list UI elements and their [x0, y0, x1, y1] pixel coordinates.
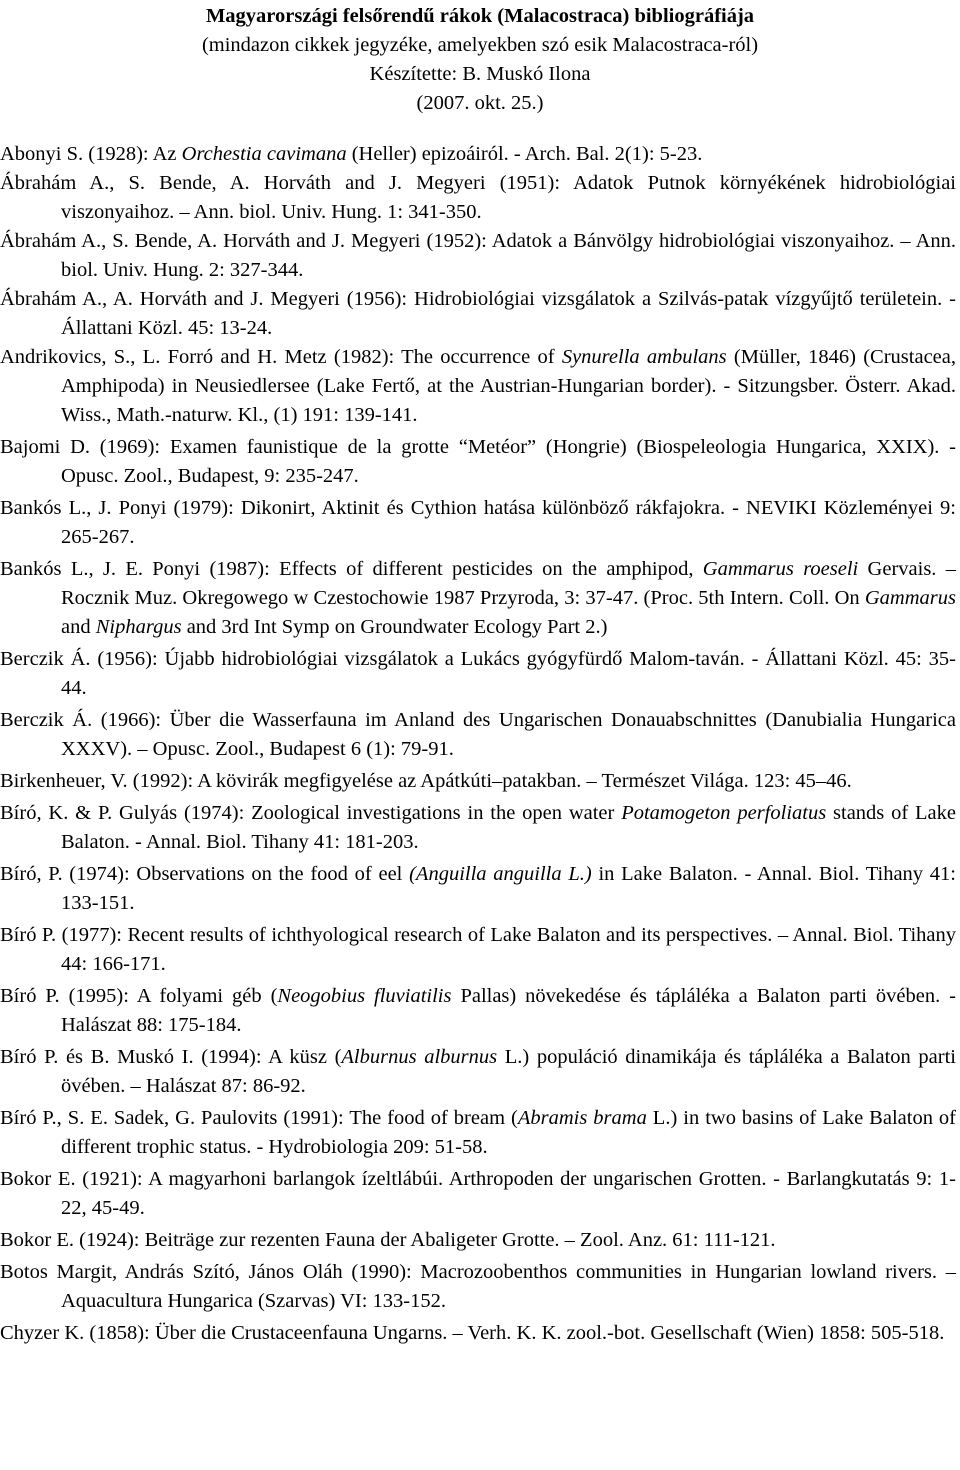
reference-entry: [0, 1104, 956, 1162]
reference-text: Bokor E. (1924): Beiträge zur rezenten Fauna der Abaligeter Grotte. – Zool. Anz. 61: 111-121.: [0, 1229, 776, 1251]
reference-entry: [0, 169, 956, 227]
reference-text: Bankós L., J. Ponyi (1979): Dikonirt, Aktinit és Cythion hatása különböző rákfajokra. - NEVIKI Közleményei 9: 265-267.: [0, 497, 956, 548]
reference-text: and 3rd Int Symp on Groundwater Ecology Part 2.): [181, 616, 608, 638]
reference-italic-text: Synurella ambulans: [561, 346, 727, 368]
reference-entry: [0, 1319, 956, 1348]
reference-text: Bíró P. (1995): A folyami géb (: [0, 985, 278, 1007]
reference-entry: [0, 433, 956, 491]
reference-text: Abonyi S. (1928): Az: [0, 143, 182, 165]
document-header: [0, 0, 960, 118]
reference-italic-text: Gammarus: [864, 587, 956, 609]
reference-entry: [0, 921, 956, 979]
reference-entry: [0, 982, 956, 1040]
reference-text: Bíró P., S. E. Sadek, G. Paulovits (1991): The food of bream (: [0, 1107, 518, 1129]
reference-italic-text: Orchestia cavimana: [181, 143, 347, 165]
reference-text: Birkenheuer, V. (1992): A kövirák megfigyelése az Apátkúti–patakban. – Természet Világa. 123: 45–46.: [0, 770, 852, 792]
reference-entry: [0, 140, 956, 169]
reference-text: (Müller, 1846) (Crustacea, Amphipoda) in Neusiedlersee (Lake Fertő, at the Austrian-Hungarian border). - Sitzungsber. Österr. Akad. Wiss., Math.-naturw. Kl., (1) 191: 139-141.: [61, 346, 956, 426]
reference-text: Pallas) növekedése és tápláléka a Balaton parti övében. - Halászat 88: 175-184.: [61, 985, 956, 1036]
document-title: Magyarországi felsőrendű rákok (Malacostraca) bibliográfiája: [205, 5, 755, 27]
reference-entry: [0, 1043, 956, 1101]
reference-text: Berczik Á. (1956): Újabb hidrobiológiai vizsgálatok a Lukács gyógyfürdő Malom-taván. - Állattani Közl. 45: 35-44.: [0, 648, 956, 699]
reference-entry: [0, 227, 956, 285]
reference-entry: [0, 1258, 956, 1316]
reference-italic-text: Potamogeton perfoliatus: [621, 802, 827, 824]
reference-text: Bokor E. (1921): A magyarhoni barlangok ízeltlábúi. Arthropoden der ungarischen Grotten. - Barlangkutatás 9: 1-22, 45-49.: [0, 1168, 956, 1219]
reference-text: Ábrahám A., A. Horváth and J. Megyeri (1956): Hidrobiológiai vizsgálatok a Szilvás-patak vízgyűjtő területein. - Állattani Közl. 45: 13-24.: [0, 288, 956, 339]
reference-entry: [0, 1165, 956, 1223]
reference-text: Bíró, K. & P. Gulyás (1974): Zoological investigations in the open water: [0, 802, 622, 824]
reference-italic-text: Niphargus: [95, 616, 182, 638]
reference-italic-text: Gammarus roeseli: [702, 558, 859, 580]
reference-text: Bíró, P. (1974): Observations on the food of eel: [0, 863, 410, 885]
reference-text: Berczik Á. (1966): Über die Wasserfauna im Anland des Ungarischen Donauabschnittes (Danubialia Hungarica XXXV). – Opusc. Zool., Budapest 6 (1): 79-91.: [0, 709, 956, 760]
reference-italic-text: Neogobius fluviatilis: [277, 985, 452, 1007]
reference-text: Bajomi D. (1969): Examen faunistique de la grotte “Metéor” (Hongrie) (Biospeleologia Hungarica, XXIX). - Opusc. Zool., Budapest, 9: 235-247.: [0, 436, 956, 487]
reference-entry: [0, 767, 956, 796]
reference-text: (Heller) epizoáiról. - Arch. Bal. 2(1): 5-23.: [346, 143, 703, 165]
reference-list: [0, 140, 960, 1348]
reference-text: Bíró P. és B. Muskó I. (1994): A küsz (: [0, 1046, 342, 1068]
reference-entry: [0, 645, 956, 703]
document-date: (2007. okt. 25.): [416, 92, 544, 114]
reference-entry: [0, 494, 956, 552]
reference-italic-text: Alburnus alburnus: [341, 1046, 498, 1068]
reference-entry: [0, 285, 956, 343]
document-subtitle: (mindazon cikkek jegyzéke, amelyekben szó esik Malacostraca-ról): [201, 34, 759, 56]
reference-text: Ábrahám A., S. Bende, A. Horváth and J. Megyeri (1952): Adatok a Bánvölgy hidrobiológiai viszonyaihoz. – Ann. biol. Univ. Hung. 2: 327-344.: [0, 230, 956, 281]
reference-text: Bankós L., J. E. Ponyi (1987): Effects of different pesticides on the amphipod,: [0, 558, 703, 580]
reference-text: Botos Margit, András Szító, János Oláh (1990): Macrozoobenthos communities in Hungarian lowland rivers. – Aquacultura Hungarica (Szarvas) VI: 133-152.: [0, 1261, 956, 1312]
reference-text: and: [61, 616, 96, 638]
reference-text: Chyzer K. (1858): Über die Crustaceenfauna Ungarns. – Verh. K. K. zool.-bot. Gesellschaft (Wien) 1858: 505-518.: [0, 1322, 945, 1344]
reference-text: stands of Lake Balaton. - Annal. Biol. Tihany 41: 181-203.: [61, 802, 957, 853]
reference-entry: [0, 799, 956, 857]
reference-text: L.) in two basins of Lake Balaton of different trophic status. - Hydrobiologia 209: 51-58.: [61, 1107, 957, 1158]
document-author: Készítette: B. Muskó Ilona: [369, 63, 591, 85]
reference-entry: [0, 706, 956, 764]
reference-entry: [0, 555, 956, 642]
reference-text: in Lake Balaton. - Annal. Biol. Tihany 41: 133-151.: [61, 863, 956, 914]
reference-entry: [0, 860, 956, 918]
reference-text: Andrikovics, S., L. Forró and H. Metz (1982): The occurrence of: [0, 346, 562, 368]
reference-text: Bíró P. (1977): Recent results of ichthyological research of Lake Balaton and its perspectives. – Annal. Biol. Tihany 44: 166-171.: [0, 924, 956, 975]
reference-italic-text: Abramis brama: [517, 1107, 647, 1129]
reference-text: Gervais. – Rocznik Muz. Okregowego w Czestochowie 1987 Przyroda, 3: 37-47. (Proc. 5th Intern. Coll. On: [61, 558, 956, 609]
reference-entry: [0, 343, 956, 430]
reference-text: L.) populáció dinamikája és tápláléka a Balaton parti övében. – Halászat 87: 86-92.: [61, 1046, 956, 1097]
reference-italic-text: (Anguilla anguilla L.): [409, 863, 592, 885]
reference-entry: [0, 1226, 956, 1255]
reference-text: Ábrahám A., S. Bende, A. Horváth and J. Megyeri (1951): Adatok Putnok környékének hidrobiológiai viszonyaihoz. – Ann. biol. Univ. Hung. 1: 341-350.: [0, 172, 956, 223]
